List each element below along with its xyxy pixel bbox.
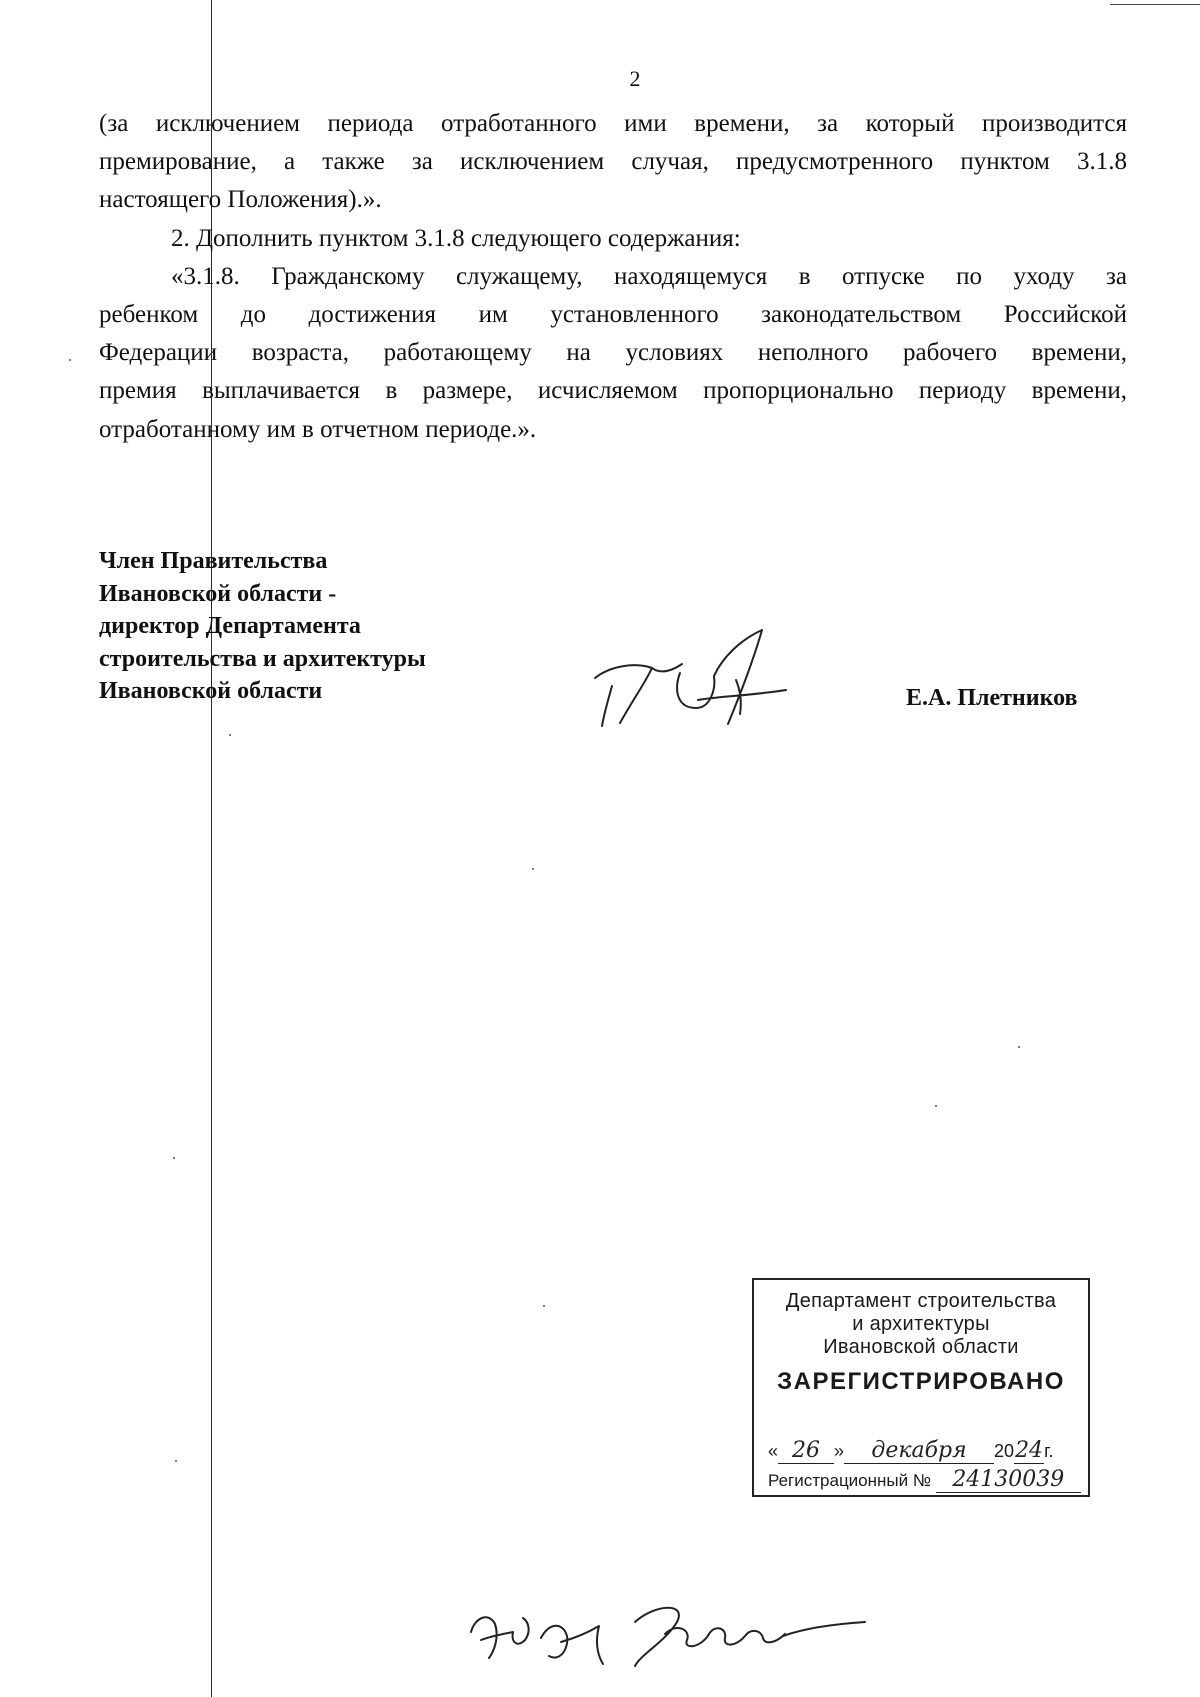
handwritten-signature bbox=[590, 628, 795, 738]
scan-speck bbox=[175, 1460, 177, 1462]
document-body bbox=[99, 105, 1127, 449]
stamp-date-open-quote: « bbox=[768, 1441, 779, 1461]
paragraph-3-line-3: Федерации возраста, работающему на условиях неполного рабочего времени, bbox=[99, 339, 1127, 367]
scan-speck bbox=[1018, 1046, 1020, 1048]
stamp-registration-label: Регистрационный № bbox=[768, 1471, 932, 1490]
paragraph-1-line-2: премирование, а также за исключением случая, предусмотренного пунктом 3.1.8 bbox=[99, 148, 1127, 176]
page-number: 2 bbox=[629, 66, 641, 91]
scan-speck bbox=[935, 1105, 937, 1107]
signatory-title-line: директор Департамента bbox=[99, 613, 361, 639]
stamp-date-year-unit: г. bbox=[1044, 1441, 1054, 1461]
stamp-org-line: и архитектуры bbox=[852, 1313, 990, 1335]
stamp-date-day: 26 bbox=[778, 1438, 834, 1464]
paragraph-3-line-5: отработанному им в отчетном периоде.». bbox=[99, 415, 537, 443]
signatory-title-line: Член Правительства bbox=[99, 548, 328, 574]
signatory-title bbox=[99, 545, 426, 708]
paragraph-3-line-1: «3.1.8. Гражданскому служащему, находящемуся в отпуске по уходу за bbox=[171, 262, 1127, 290]
paragraph-3-line-4: премия выплачивается в размере, исчисляемом пропорционально периоду времени, bbox=[99, 377, 1127, 405]
paragraph-3-line-2: ребенком до достижения им установленного законодательством Российской bbox=[99, 301, 1127, 329]
scan-artifact-top-line bbox=[1110, 4, 1200, 5]
stamp-date-year-prefix: 20 bbox=[994, 1441, 1015, 1461]
stamp-date-close-quote: » bbox=[834, 1441, 845, 1461]
paragraph-1-line-1: (за исключением периода отработанного ими времени, за который производится bbox=[99, 110, 1127, 137]
stamp-date-month: декабря bbox=[844, 1438, 994, 1464]
signatory-title-line: Ивановской области bbox=[99, 678, 323, 704]
paragraph-2: 2. Дополнить пунктом 3.1.8 следующего содержания: bbox=[171, 224, 741, 252]
scan-speck bbox=[69, 359, 71, 361]
registration-stamp bbox=[752, 1278, 1090, 1497]
stamp-registration-number: 24130039 bbox=[936, 1467, 1081, 1493]
stamp-status: ЗАРЕГИСТРИРОВАНО bbox=[777, 1368, 1065, 1395]
stamp-registration bbox=[768, 1467, 1081, 1493]
stamp-date bbox=[768, 1438, 1053, 1464]
scan-speck bbox=[173, 1157, 175, 1159]
signatory-title-line: строительства и архитектуры bbox=[99, 645, 426, 672]
scan-speck bbox=[543, 1305, 545, 1307]
signatory-title-line: Ивановской области - bbox=[99, 580, 337, 607]
paragraph-1-line-3: настоящего Положения).». bbox=[99, 186, 382, 214]
handwritten-initials bbox=[465, 1592, 905, 1672]
stamp-org-line: Департамент строительства bbox=[785, 1290, 1057, 1312]
scan-speck bbox=[532, 868, 534, 870]
scan-speck bbox=[229, 734, 231, 736]
stamp-org-line: Ивановской области bbox=[823, 1336, 1019, 1358]
stamp-date-year-suffix: 24 bbox=[1015, 1438, 1044, 1463]
signatory-name: Е.А. Плетников bbox=[906, 685, 1078, 711]
